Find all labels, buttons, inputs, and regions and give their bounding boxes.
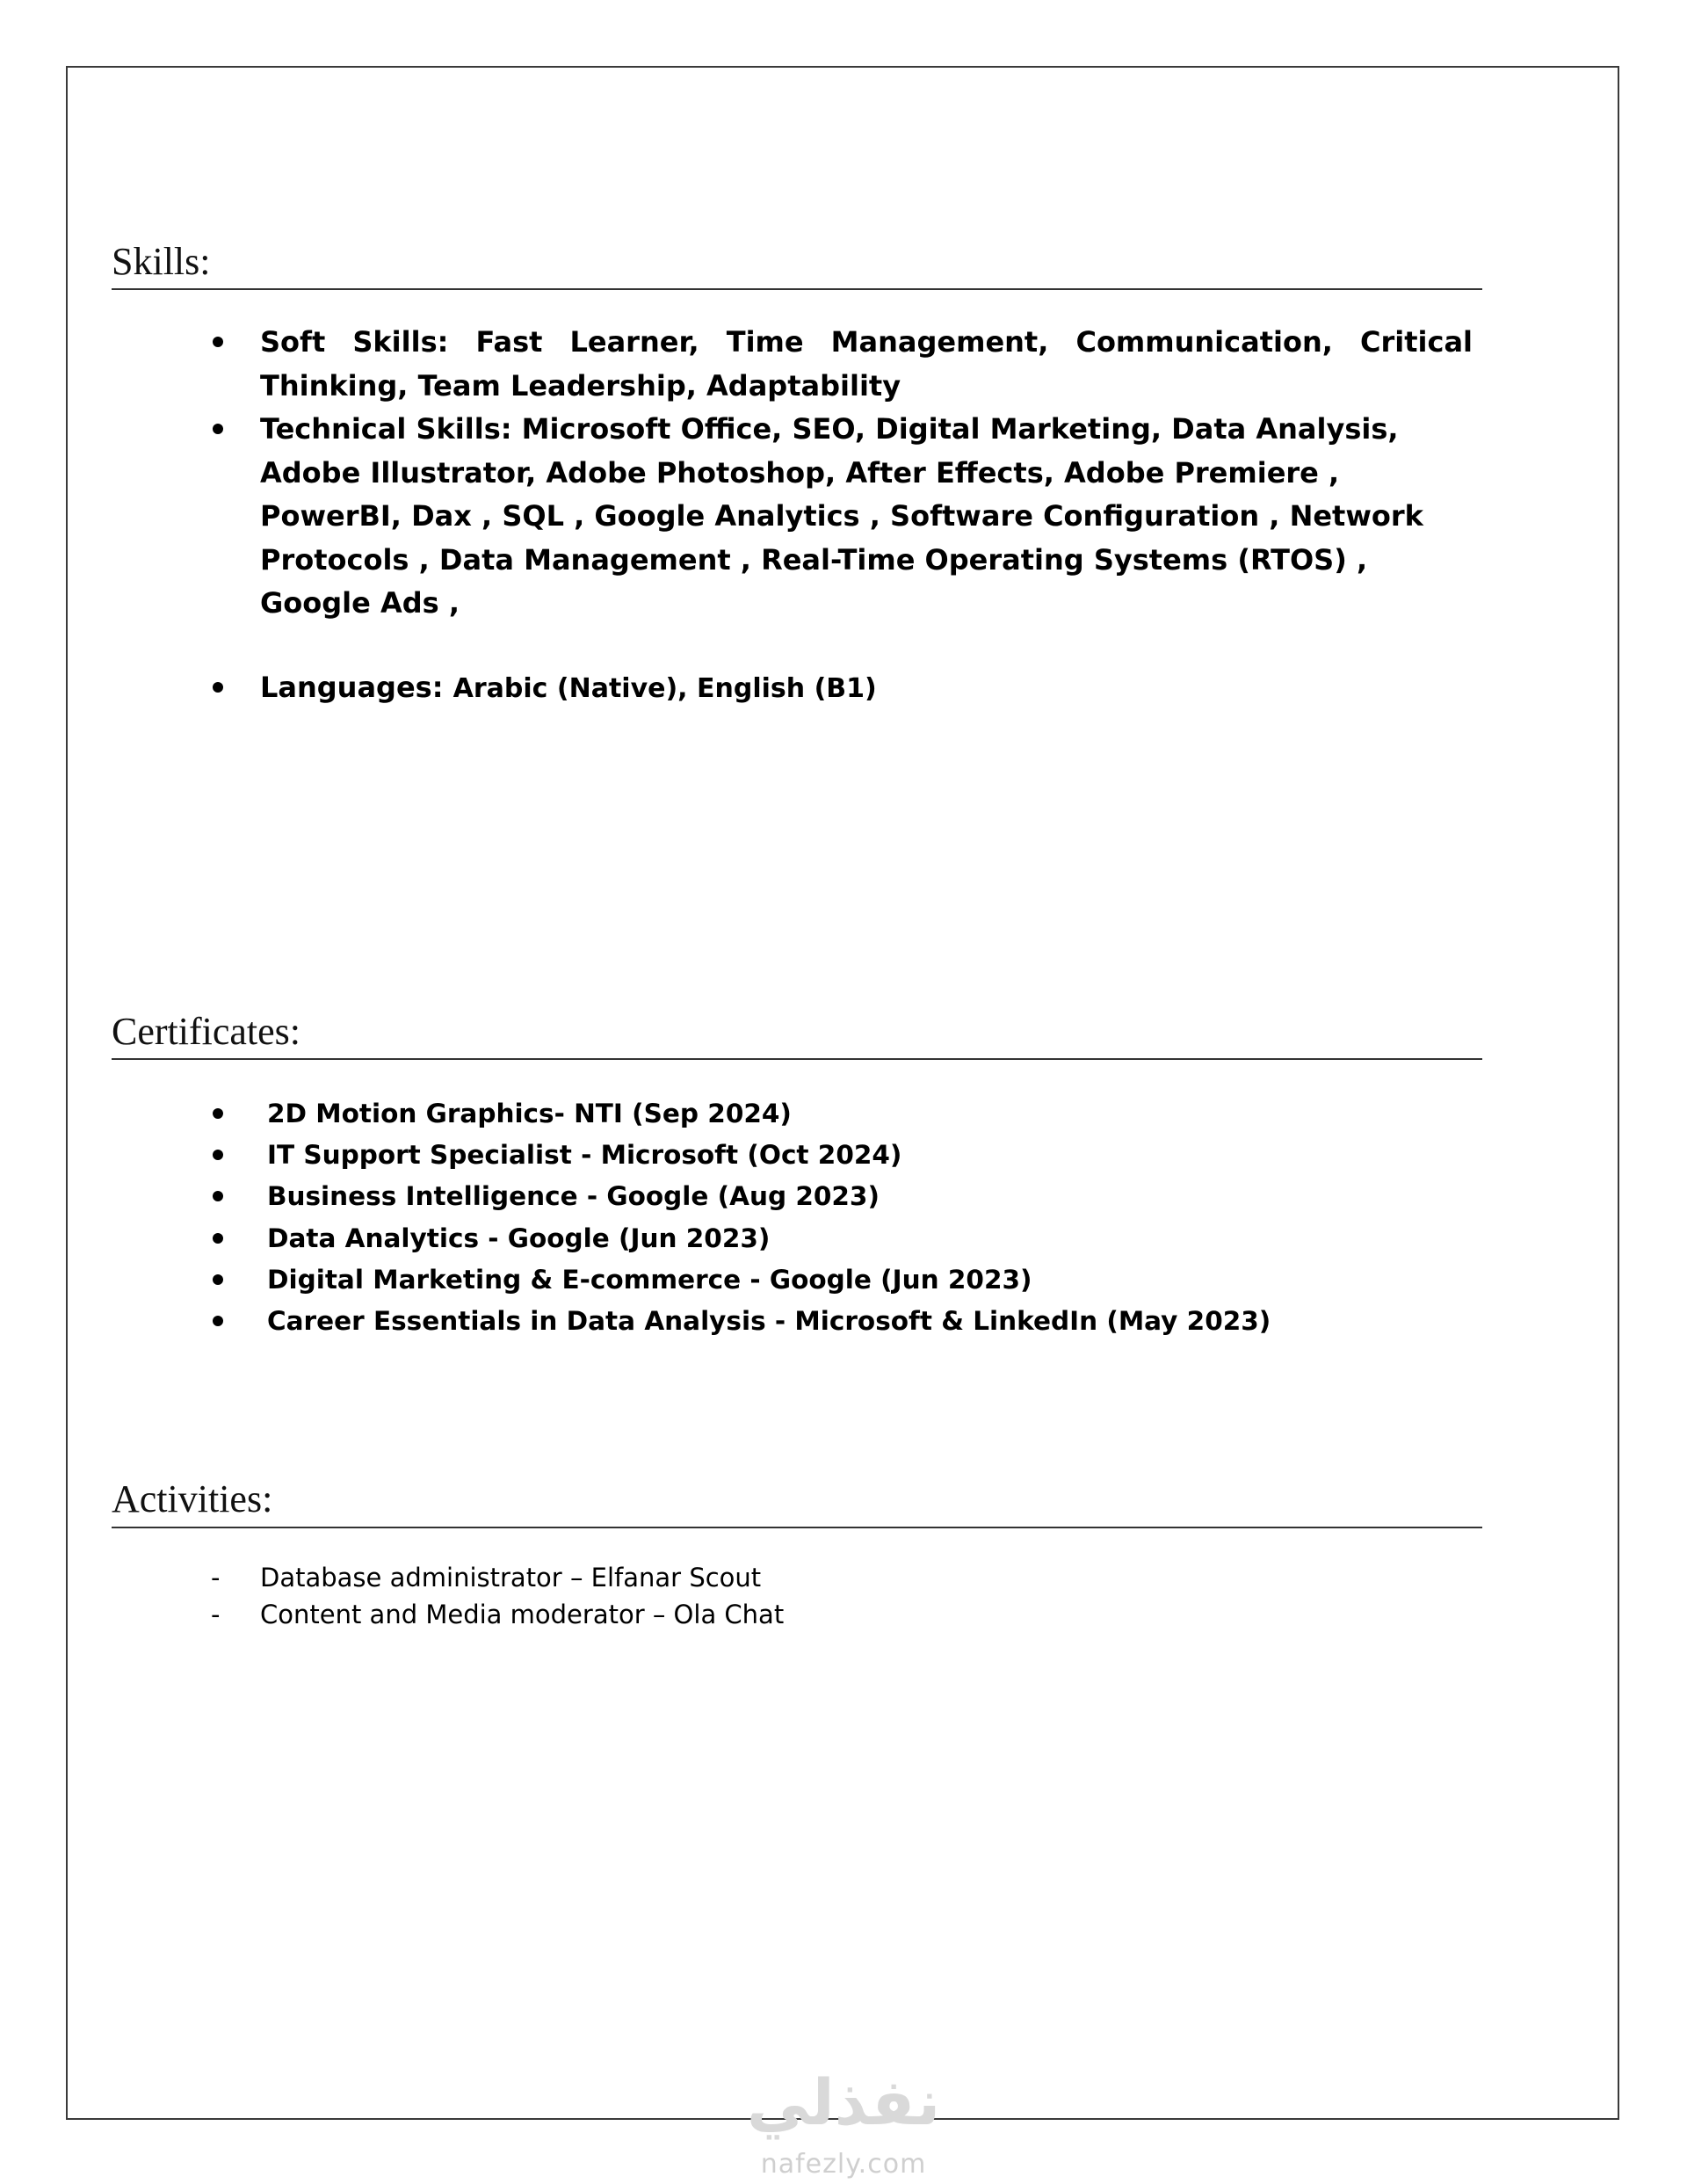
watermark-logo: نفذلي	[746, 2065, 941, 2139]
activity-text: Database administrator – Elfanar Scout	[260, 1563, 762, 1593]
bullet-icon	[213, 682, 223, 693]
list-item	[260, 666, 1473, 711]
skill-text: Fast Learner, Time Management, Communication, Critical Thinking, Team Leadership, Adaptability	[260, 325, 1473, 403]
list-item	[267, 1218, 1409, 1259]
certificates-list	[267, 1093, 1409, 1342]
skills-heading: Skills:	[112, 240, 211, 283]
activities-divider	[112, 1527, 1482, 1528]
watermark-url: nafezly.com	[760, 2149, 927, 2180]
list-item	[267, 1176, 1409, 1217]
list-item	[211, 1596, 1314, 1633]
bullet-icon	[213, 1274, 223, 1285]
activities-list	[211, 1559, 1314, 1633]
certificate-text: Data Analytics - Google (Jun 2023)	[267, 1223, 771, 1253]
bullet-icon	[213, 337, 223, 347]
list-item	[211, 1559, 1314, 1596]
bullet-icon	[213, 1316, 223, 1326]
dash-bullet: -	[211, 1600, 221, 1629]
certificates-heading: Certificates:	[112, 1010, 301, 1053]
list-item	[267, 1259, 1409, 1301]
activities-heading: Activities:	[112, 1477, 273, 1520]
activity-text: Content and Media moderator – Ola Chat	[260, 1600, 785, 1629]
skill-label: Languages:	[260, 670, 444, 704]
certificate-text: Digital Marketing & E-commerce - Google (Jun 2023)	[267, 1264, 1032, 1295]
skills-list	[260, 321, 1473, 710]
skill-label: Technical Skills:	[260, 412, 512, 446]
list-item	[267, 1135, 1409, 1176]
bullet-icon	[213, 1108, 223, 1119]
skill-text: Arabic (Native), English (B1)	[453, 672, 877, 704]
certificate-text: Career Essentials in Data Analysis - Microsoft & LinkedIn (May 2023)	[267, 1306, 1271, 1337]
list-item	[267, 1093, 1409, 1135]
list-item	[260, 321, 1473, 408]
certificates-divider	[112, 1058, 1482, 1060]
certificate-text: 2D Motion Graphics- NTI (Sep 2024)	[267, 1099, 792, 1128]
skills-divider	[112, 288, 1482, 290]
skill-label: Soft Skills:	[260, 325, 449, 359]
dash-bullet: -	[211, 1563, 221, 1593]
list-item	[267, 1301, 1409, 1342]
certificate-text: Business Intelligence - Google (Aug 2023)	[267, 1181, 880, 1212]
bullet-icon	[213, 1233, 223, 1244]
list-item	[260, 408, 1473, 626]
skill-text: Microsoft Office, SEO, Digital Marketing, Data Analysis, Adobe Illustrator, Adobe Photoshop, After Effects, Adobe Premiere , PowerBI, Dax , SQL , Google Analytics , Software Configuration , Network Protocols , Data Management , Real-Time Operating Systems (RTOS) , Google Ads ,	[260, 412, 1423, 620]
bullet-icon	[213, 424, 223, 434]
certificate-text: IT Support Specialist - Microsoft (Oct 2024)	[267, 1140, 902, 1171]
